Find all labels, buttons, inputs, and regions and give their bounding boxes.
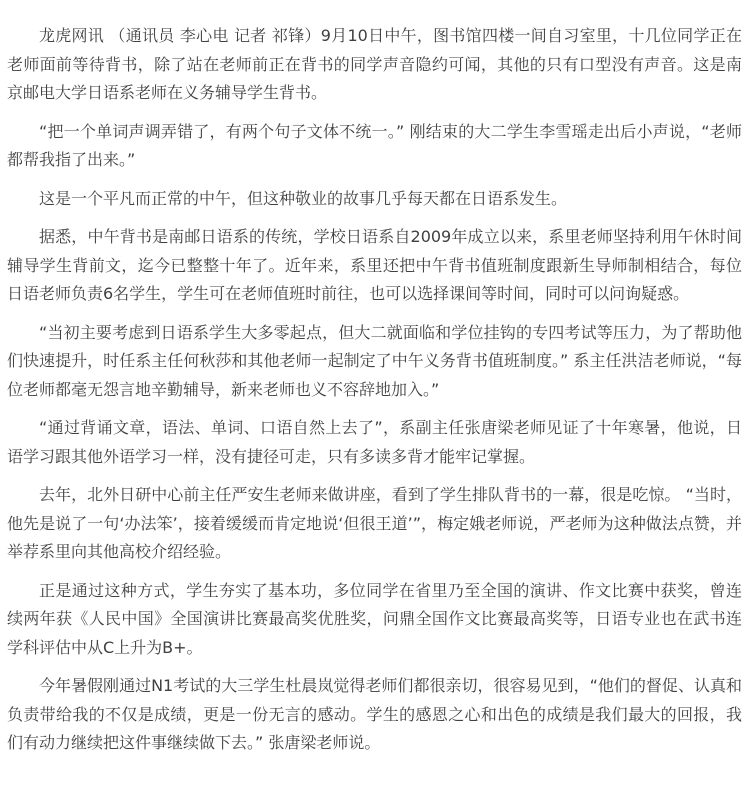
paragraph: “把一个单词声调弄错了，有两个句子文体不统一。” 刚结束的大二学生李雪瑶走出后小声说，“老师都帮我指了出来。” [7, 121, 742, 169]
paragraph: 去年，北外日研中心前主任严安生老师来做讲座，看到了学生排队背书的一幕，很是吃惊。 “当时，他先是说了一句‘办法笨’，接着缓缓而肯定地说‘但很王道’”，梅定娥老师说，严老师为这种做法点赞，并举荐系里向其他高校介绍经验。 [7, 485, 742, 561]
paragraph: “当初主要考虑到日语系学生大多零起点，但大二就面临和学位挂钩的专四考试等压力，为了帮助他们快速提升，时任系主任何秋莎和其他老师一起制定了中午义务背书值班制度。” 系主任洪洁老师说，“每位老师都毫无怨言地辛勤辅导，新来老师也义不容辞地加入。” [7, 322, 742, 399]
paragraph: 据悉，中午背书是南邮日语系的传统，学校日语系自2009年成立以来，系里老师坚持利用午休时间辅导学生背前文，迄今已整整十年了。近年来，系里还把中午背书值班制度跟新生导师制相结合，每位日语老师负责6名学生，学生可在老师值班时前往，也可以选择课间等时间，同时可以问询疑惑。 [7, 227, 742, 303]
paragraph: 这是一个平凡而正常的中午，但这种敬业的故事几乎每天都在日语系发生。 [39, 188, 568, 208]
paragraph: 龙虎网讯 （通讯员 李心电 记者 祁锋）9月10日中午，图书馆四楼一间自习室里，十几位同学正在老师面前等待背书，除了站在老师前正在背书的同学声音隐约可闻，其他的只有口型没有声音。这是南京邮电大学日语系老师在义务辅导学生背书。 [7, 26, 742, 102]
paragraph: 正是通过这种方式，学生夯实了基本功，多位同学在省里乃至全国的演讲、作文比赛中获奖，曾连续两年获《人民中国》全国演讲比赛最高奖优胜奖，问鼎全国作文比赛最高奖等，日语专业也在武书连学科评估中从C上升为B+。 [7, 580, 742, 657]
paragraph: “通过背诵文章，语法、单词、口语自然上去了”，系副主任张唐梁老师见证了十年寒暑，他说，日语学习跟其他外语学习一样，没有捷径可走，只有多读多背才能牢记掌握。 [7, 418, 742, 466]
paragraph: 今年暑假刚通过N1考试的大三学生杜晨岚觉得老师们都很亲切，很容易见到，“他们的督促、认真和负责带给我的不仅是成绩，更是一份无言的感动。学生的感恩之心和出色的成绩是我们最大的回报，我们有动力继续把这件事继续做下去。” 张唐梁老师说。 [7, 676, 742, 752]
